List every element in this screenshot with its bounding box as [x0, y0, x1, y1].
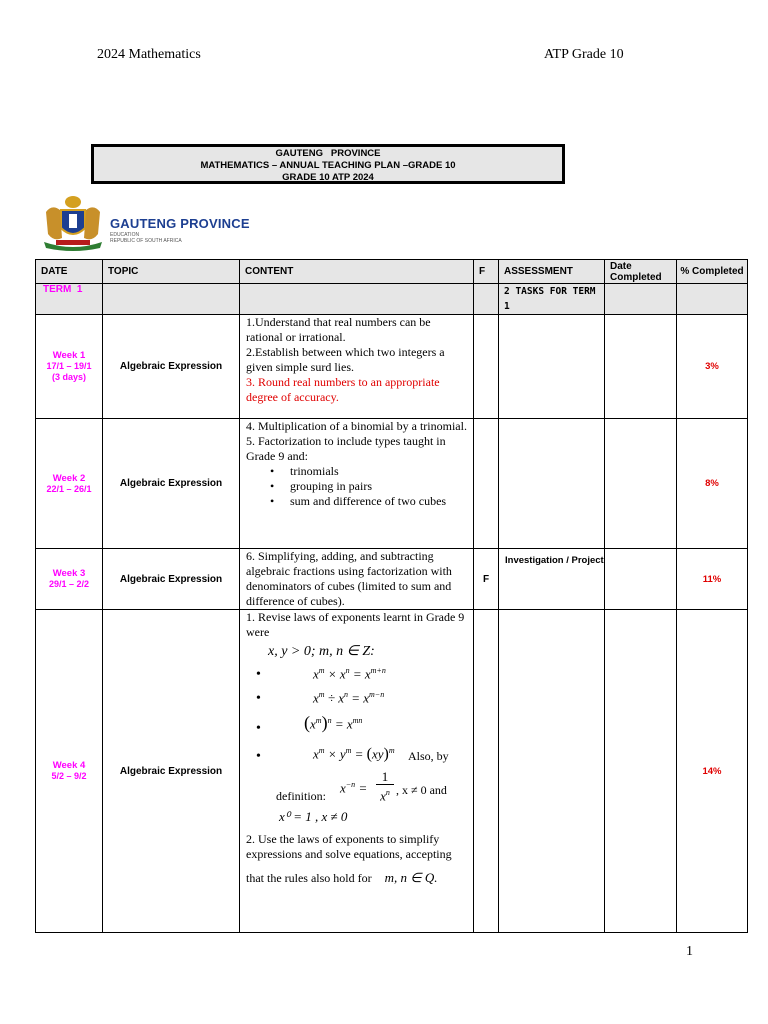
- logo-country: REPUBLIC OF SOUTH AFRICA: [110, 238, 182, 244]
- table-header-row: [36, 260, 748, 284]
- header-topic: TOPIC: [103, 260, 240, 284]
- header-pct-completed: % Completed: [677, 260, 748, 284]
- week-cell: [36, 610, 103, 933]
- title-box: [91, 144, 565, 184]
- week-dates: 17/1 – 19/1: [46, 361, 92, 371]
- week-label: Week 1: [52, 350, 86, 361]
- annual-teaching-plan-table: [35, 259, 748, 933]
- header-f: F: [474, 260, 499, 284]
- week-label: Week 2: [52, 472, 86, 484]
- content-item: 1. Revise laws of exponents learnt in Grade 9 were: [246, 610, 465, 639]
- topic-cell: Algebraic Expression: [103, 315, 240, 419]
- table-row: [36, 549, 748, 610]
- header-date-completed: Date Completed: [605, 260, 677, 284]
- math-fraction: 1 $x^n$: [376, 769, 394, 803]
- exponent-law-power: • $(x^m)^n = x^{mn}$: [256, 712, 363, 736]
- coat-of-arms-icon: [38, 192, 108, 252]
- math-expression: $(x^m)^n = x^{mn}$: [304, 712, 363, 733]
- week-label: Week 4: [52, 760, 86, 771]
- pct-completed-cell: 3%: [677, 315, 748, 419]
- week-dates: 5/2 – 9/2: [51, 771, 87, 781]
- exponent-law-quotient: • $x^m \div x^n = x^{m-n}$: [246, 685, 469, 709]
- header-right: ATP Grade 10: [544, 47, 624, 62]
- list-item: • trinomials: [270, 464, 469, 479]
- content-item: 2.Establish between which two integers a given simple surd lies.: [246, 345, 445, 374]
- term-tasks: 2 TASKS FOR TERM 1: [499, 284, 605, 315]
- content-cell: 6. Simplifying, adding, and subtracting algebraic fractions using factorization with denominators of cubes (limited to sum and difference of cubes).: [240, 549, 474, 610]
- formal-task-marker: F: [474, 549, 499, 610]
- content-item: that the rules also hold for m, n ∈ Q.: [246, 870, 438, 885]
- content-cell: [240, 315, 474, 419]
- header-left: 2024 Mathematics: [97, 47, 201, 62]
- week-days: (3 days): [51, 372, 86, 382]
- pct-completed-cell: 14%: [677, 610, 748, 933]
- definition-label: definition:: [276, 789, 326, 803]
- exponent-law-product-power: • $x^m \times y^m = (xy)^m$ Also, by: [246, 739, 469, 769]
- logo-department: EDUCATION: [110, 232, 140, 238]
- content-item: 2. Use the laws of exponents to simplify expressions and solve equations, accepting: [246, 832, 452, 861]
- topic-cell: Algebraic Expression: [103, 419, 240, 549]
- page-number: 1: [686, 944, 693, 959]
- term-label: TERM 1: [36, 284, 103, 315]
- pct-completed-cell: 11%: [677, 549, 748, 610]
- content-cell: [240, 610, 474, 933]
- negative-exponent-definition: [246, 769, 469, 807]
- title-line-2: MATHEMATICS – ANNUAL TEACHING PLAN –GRADE 10: [200, 160, 456, 171]
- week-cell: [36, 419, 103, 549]
- table-row: [36, 610, 748, 933]
- term-row: [36, 284, 748, 315]
- math-expression: $x^{-n}$ =: [340, 780, 368, 796]
- week-cell: [36, 315, 103, 419]
- exponent-conditions: x, y > 0; m, n ∈ Z:: [268, 644, 375, 659]
- exponent-law-product: • $x^m \times x^n = x^{m+n}$: [246, 661, 469, 685]
- content-item: 1.Understand that real numbers can be rational or irrational.: [246, 315, 431, 344]
- topic-cell: Algebraic Expression: [103, 549, 240, 610]
- content-item: 4. Multiplication of a binomial by a trinomial.: [246, 419, 467, 433]
- title-line-3: GRADE 10 ATP 2024: [282, 172, 374, 183]
- content-item-highlighted: 3. Round real numbers to an appropriate degree of accuracy.: [246, 375, 440, 404]
- header-content: CONTENT: [240, 260, 474, 284]
- week-label: Week 3: [52, 568, 86, 579]
- math-expression: $x^m \div x^n = x^{m-n}$: [313, 690, 385, 706]
- header-date: DATE: [36, 260, 103, 284]
- header-assessment: ASSESSMENT: [499, 260, 605, 284]
- math-expression: $x^m \times y^m = (xy)^m$: [313, 745, 395, 763]
- math-expression: $x^m \times x^n = x^{m+n}$: [313, 666, 386, 682]
- also-by-text: Also, by: [408, 749, 449, 763]
- zero-exponent-law: x⁰ = 1 , x ≠ 0: [279, 809, 348, 824]
- math-expression: m, n ∈ Q.: [384, 870, 438, 885]
- topic-cell: Algebraic Expression: [103, 610, 240, 933]
- content-item: 5. Factorization to include types taught in Grade 9 and:: [246, 434, 446, 463]
- week-cell: [36, 549, 103, 610]
- assessment-cell: Investigation / Project: [499, 549, 605, 610]
- list-item: • sum and difference of two cubes: [270, 494, 469, 509]
- table-row: [36, 419, 748, 549]
- title-line-1: GAUTENG PROVINCE: [275, 148, 381, 159]
- content-cell: [240, 419, 474, 549]
- pct-completed-cell: 8%: [677, 419, 748, 549]
- list-item: • grouping in pairs: [270, 479, 469, 494]
- week-dates: 29/1 – 2/2: [48, 579, 90, 589]
- logo-province-name: GAUTENG PROVINCE: [110, 216, 250, 231]
- negative-exponent-condition: , x ≠ 0 and: [396, 783, 447, 797]
- bullet-list: [246, 464, 469, 509]
- week-dates: 22/1 – 26/1: [46, 483, 92, 494]
- table-row: [36, 315, 748, 419]
- logo-text: [110, 216, 250, 244]
